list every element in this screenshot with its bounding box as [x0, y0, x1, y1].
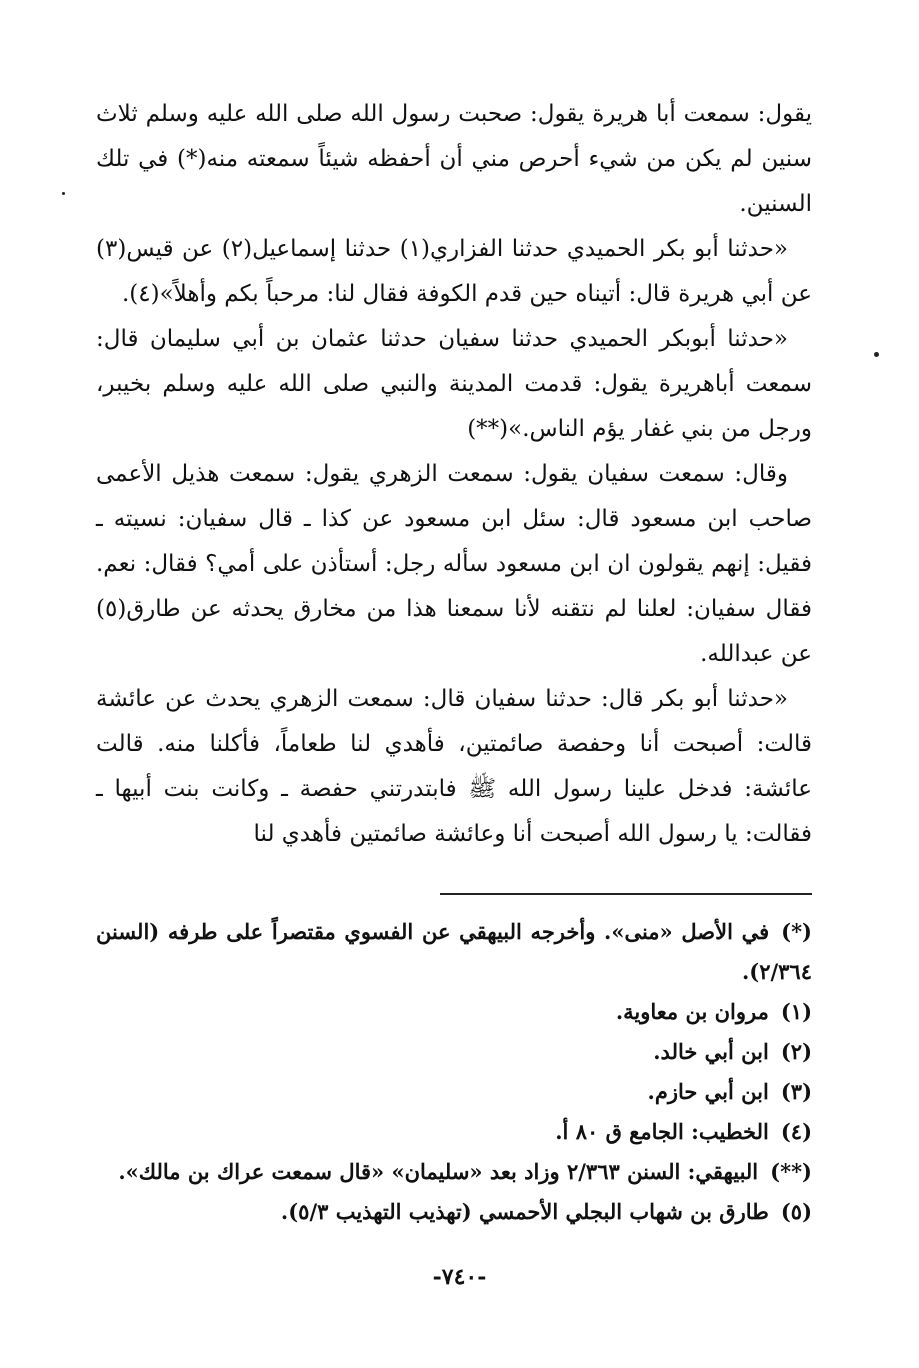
paragraph-4: وقال: سمعت سفيان يقول: سمعت الزهري يقول: سمعت هذيل الأعمى صاحب ابن مسعود قال: سئل ابن مسعود عن كذا ـ قال سفيان: نسيته ـ فقيل: إنهم يقولون ان ابن مسعود سأله رجل: أستأذن على أمي؟ فقال: نعم. فقال سفيان: لعلنا لم نتقنه لأنا سمعنا هذا من مخارق يحدثه عن طارق(٥) عن عبدالله. — [96, 461, 812, 667]
footnote-text: ابن أبي خالد. — [653, 1039, 769, 1064]
footnote-3 — [96, 1072, 812, 1112]
footnote-1 — [96, 992, 812, 1032]
footnote-mark: (٤) — [780, 1119, 812, 1144]
footnote-text: الخطيب: الجامع ق ٨٠ أ. — [555, 1119, 769, 1144]
footnote-double-star — [96, 1152, 812, 1192]
footnote-text: مروان بن معاوية. — [615, 999, 769, 1024]
footnote-divider — [440, 893, 812, 895]
footnote-5 — [96, 1192, 812, 1232]
footnote-text: طارق بن شهاب البجلي الأحمسي (تهذيب التهذيب ٥/٣). — [280, 1199, 769, 1224]
footnote-mark: (٥) — [780, 1199, 812, 1224]
paragraph-5: «حدثنا أبو بكر قال: حدثنا سفيان قال: سمعت الزهري يحدث عن عائشة قالت: أصبحت أنا وحفصة صائمتين، فأهدي لنا طعاماً، فأكلنا منه. قالت عائشة: فدخل علينا رسول الله ﷺ فابتدرتني حفصة ـ وكانت بنت أبيها ـ فقالت: يا رسول الله أصبحت أنا وعائشة صائمتين فأهدي لنا — [96, 686, 812, 847]
footnote-star — [96, 912, 812, 992]
footnote-mark: (**) — [770, 1159, 812, 1184]
footnote-text: ابن أبي حازم. — [647, 1079, 769, 1104]
paragraph-2: «حدثنا أبو بكر الحميدي حدثنا الفزاري(١) حدثنا إسماعيل(٢) عن قيس(٣) عن أبي هريرة قال: أتيناه حين قدم الكوفة فقال لنا: مرحباً بكم وأهلاً»(٤). — [96, 236, 812, 307]
footnote-2 — [96, 1032, 812, 1072]
paragraph-3: «حدثنا أبوبكر الحميدي حدثنا سفيان حدثنا عثمان بن أبي سليمان قال: سمعت أباهريرة يقول: قدمت المدينة والنبي صلى الله عليه وسلم بخيبر، ورجل من بني غفار يؤم الناس.»(**) — [96, 326, 812, 442]
scan-speck — [874, 352, 879, 357]
scan-speck — [62, 192, 65, 195]
footnote-mark: (*) — [781, 919, 812, 944]
footnote-4 — [96, 1112, 812, 1152]
page-number: -٧٤٠- — [432, 1264, 487, 1290]
footnote-text: البيهقي: السنن ٢/٣٦٣ وزاد بعد «سليمان» «قال سمعت عراك بن مالك». — [118, 1159, 759, 1184]
paragraph-1: يقول: سمعت أبا هريرة يقول: صحبت رسول الله صلى الله عليه وسلم ثلاث سنين لم يكن من شيء أحرص مني أن أحفظه شيئاً سمعته منه(*) في تلك السنين. — [96, 101, 812, 217]
footnote-mark: (١) — [780, 999, 812, 1024]
main-text — [96, 92, 812, 857]
footnotes — [96, 912, 812, 1232]
footnote-mark: (٢) — [780, 1039, 812, 1064]
footnote-mark: (٣) — [780, 1079, 812, 1104]
footnote-text: في الأصل «منى». وأخرجه البيهقي عن الفسوي مقتصراً على طرفه (السنن ٢/٣٦٤). — [96, 919, 812, 984]
